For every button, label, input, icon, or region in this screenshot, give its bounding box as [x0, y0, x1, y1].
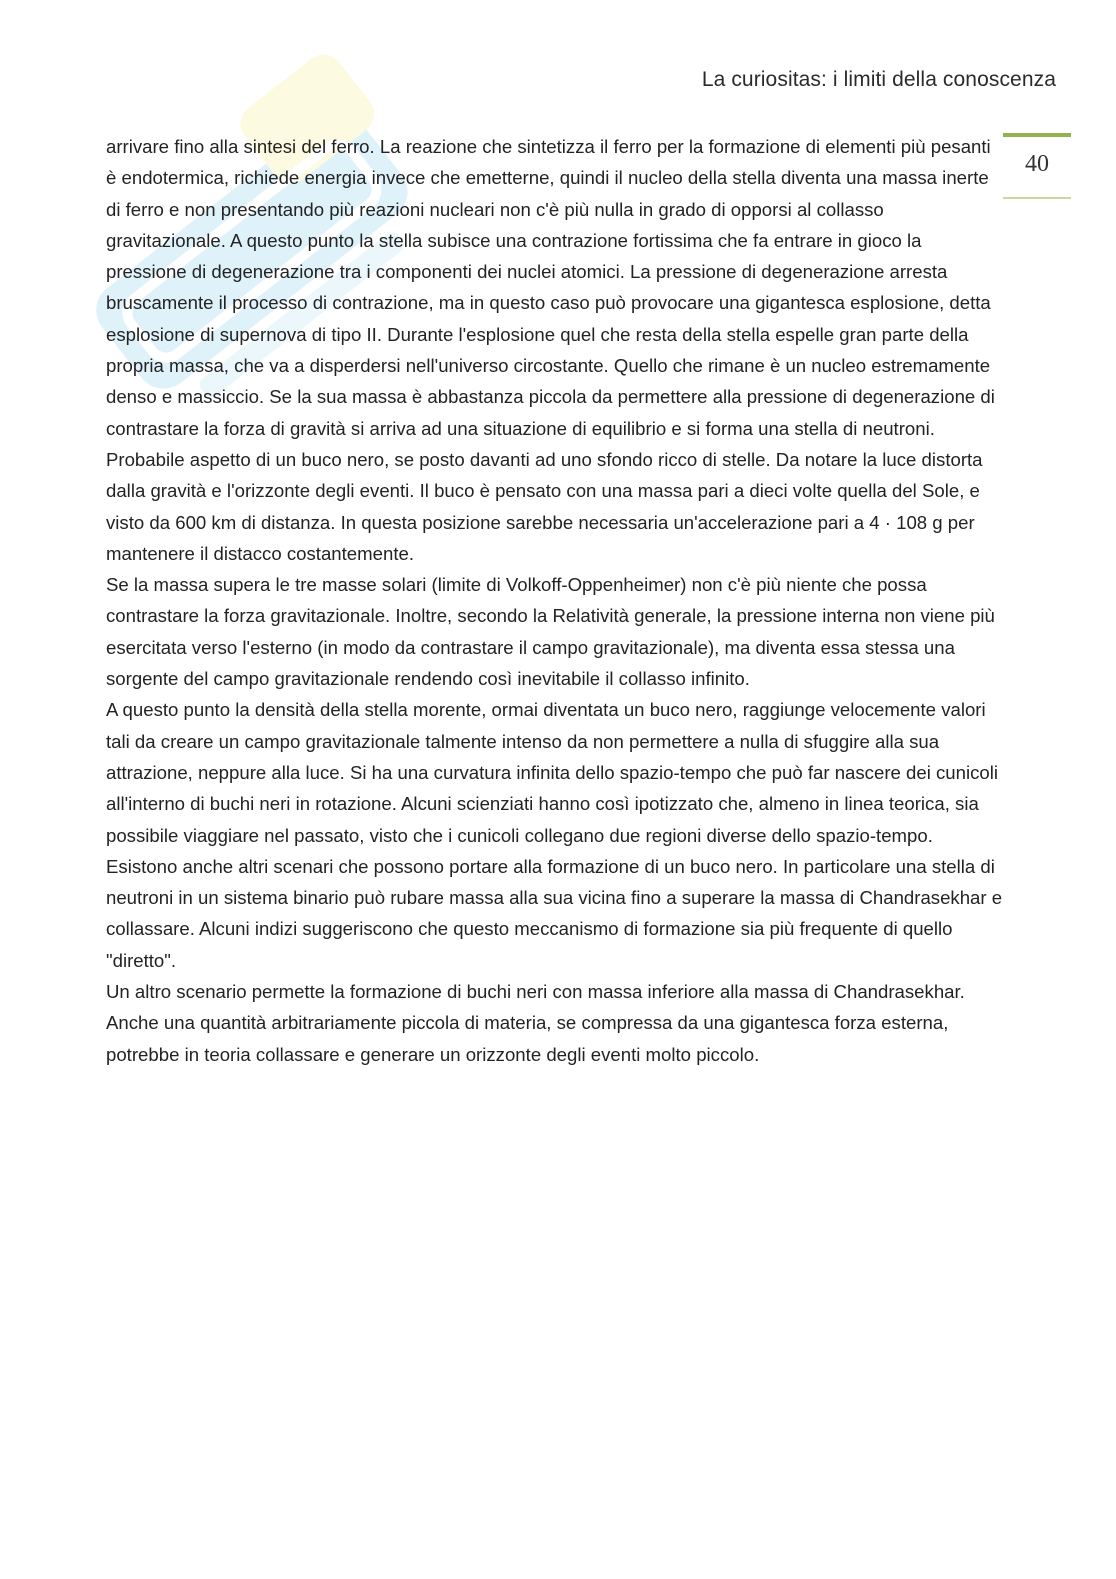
running-header-title: La curiositas: i limiti della conoscenza [701, 68, 1056, 91]
paragraph-3: Se la massa supera le tre masse solari (limite di Volkoff-Oppenheimer) non c'è più niente che possa contrastare la forza gravitazionale. Inoltre, secondo la Relatività generale, la pressione interna non viene più esercitata verso l'esterno (in modo da contrastare il campo gravitazionale), ma diventa essa stessa una sorgente del campo gravitazionale rendendo così inevitabile il collasso infinito. [106, 574, 995, 690]
page-number-top-rule [1003, 133, 1071, 137]
paragraph-6: Un altro scenario permette la formazione di buchi neri con massa inferiore alla massa di Chandrasekhar. Anche una quantità arbitrariamente piccola di materia, se compressa da una gigantesca forza esterna, potrebbe in teoria collassare e generare un orizzonte degli eventi molto piccolo. [106, 981, 965, 1065]
paragraph-1: arrivare fino alla sintesi del ferro. La reazione che sintetizza il ferro per la formazione di elementi più pesanti è endotermica, richiede energia invece che emetterne, quindi il nucleo della stella diventa una massa inerte di ferro e non presentando più reazioni nucleari non c'è più nulla in grado di opporsi al collasso gravitazionale. A questo punto la stella subisce una contrazione fortissima che fa entrare in gioco la pressione di degenerazione tra i componenti dei nuclei atomici. La pressione di degenerazione arresta bruscamente il processo di contrazione, ma in questo caso può provocare una gigantesca esplosione, detta esplosione di supernova di tipo II. Durante l'esplosione quel che resta della stella espelle gran parte della propria massa, che va a disperdersi nell'universo circostante. Quello che rimane è un nucleo estremamente denso e massiccio. Se la sua massa è abbastanza piccola da permettere alla pressione di degenerazione di contrastare la forza di gravità si arriva ad una situazione di equilibrio e si forma una stella di neutroni. [106, 136, 995, 439]
page-number-box [1003, 133, 1071, 199]
paragraph-2: Probabile aspetto di un buco nero, se posto davanti ad uno sfondo ricco di stelle. Da notare la luce distorta dalla gravità e l'orizzonte degli eventi. Il buco è pensato con una massa pari a dieci volte quella del Sole, e visto da 600 km di distanza. In questa posizione sarebbe necessaria un'accelerazione pari a 4 · 108 g per mantenere il distacco costantemente. [106, 448, 983, 564]
paragraph-4: A questo punto la densità della stella morente, ormai diventata un buco nero, raggiunge velocemente valori tali da creare un campo gravitazionale talmente intenso da non permettere a nulla di sfuggire alla sua attrazione, neppure alla luce. Si ha una curvatura infinita dello spazio-tempo che può far nascere dei cunicoli all'interno di buchi neri in rotazione. Alcuni scienziati hanno così ipotizzato che, almeno in linea teorica, sia possibile viaggiare nel passato, visto che i cunicoli collegano due regioni diverse dello spazio-tempo. [106, 699, 999, 846]
page-number: 40 [1025, 151, 1049, 177]
page-number-bottom-rule [1003, 197, 1071, 199]
paragraph-5: Esistono anche altri scenari che possono portare alla formazione di un buco nero. In particolare una stella di neutroni in un sistema binario può rubare massa alla sua vicina fino a superare la massa di Chandrasekhar e collassare. Alcuni indizi suggeriscono che questo meccanismo di formazione sia più frequente di quello "diretto". [106, 855, 1003, 971]
body-text [106, 131, 1006, 1070]
